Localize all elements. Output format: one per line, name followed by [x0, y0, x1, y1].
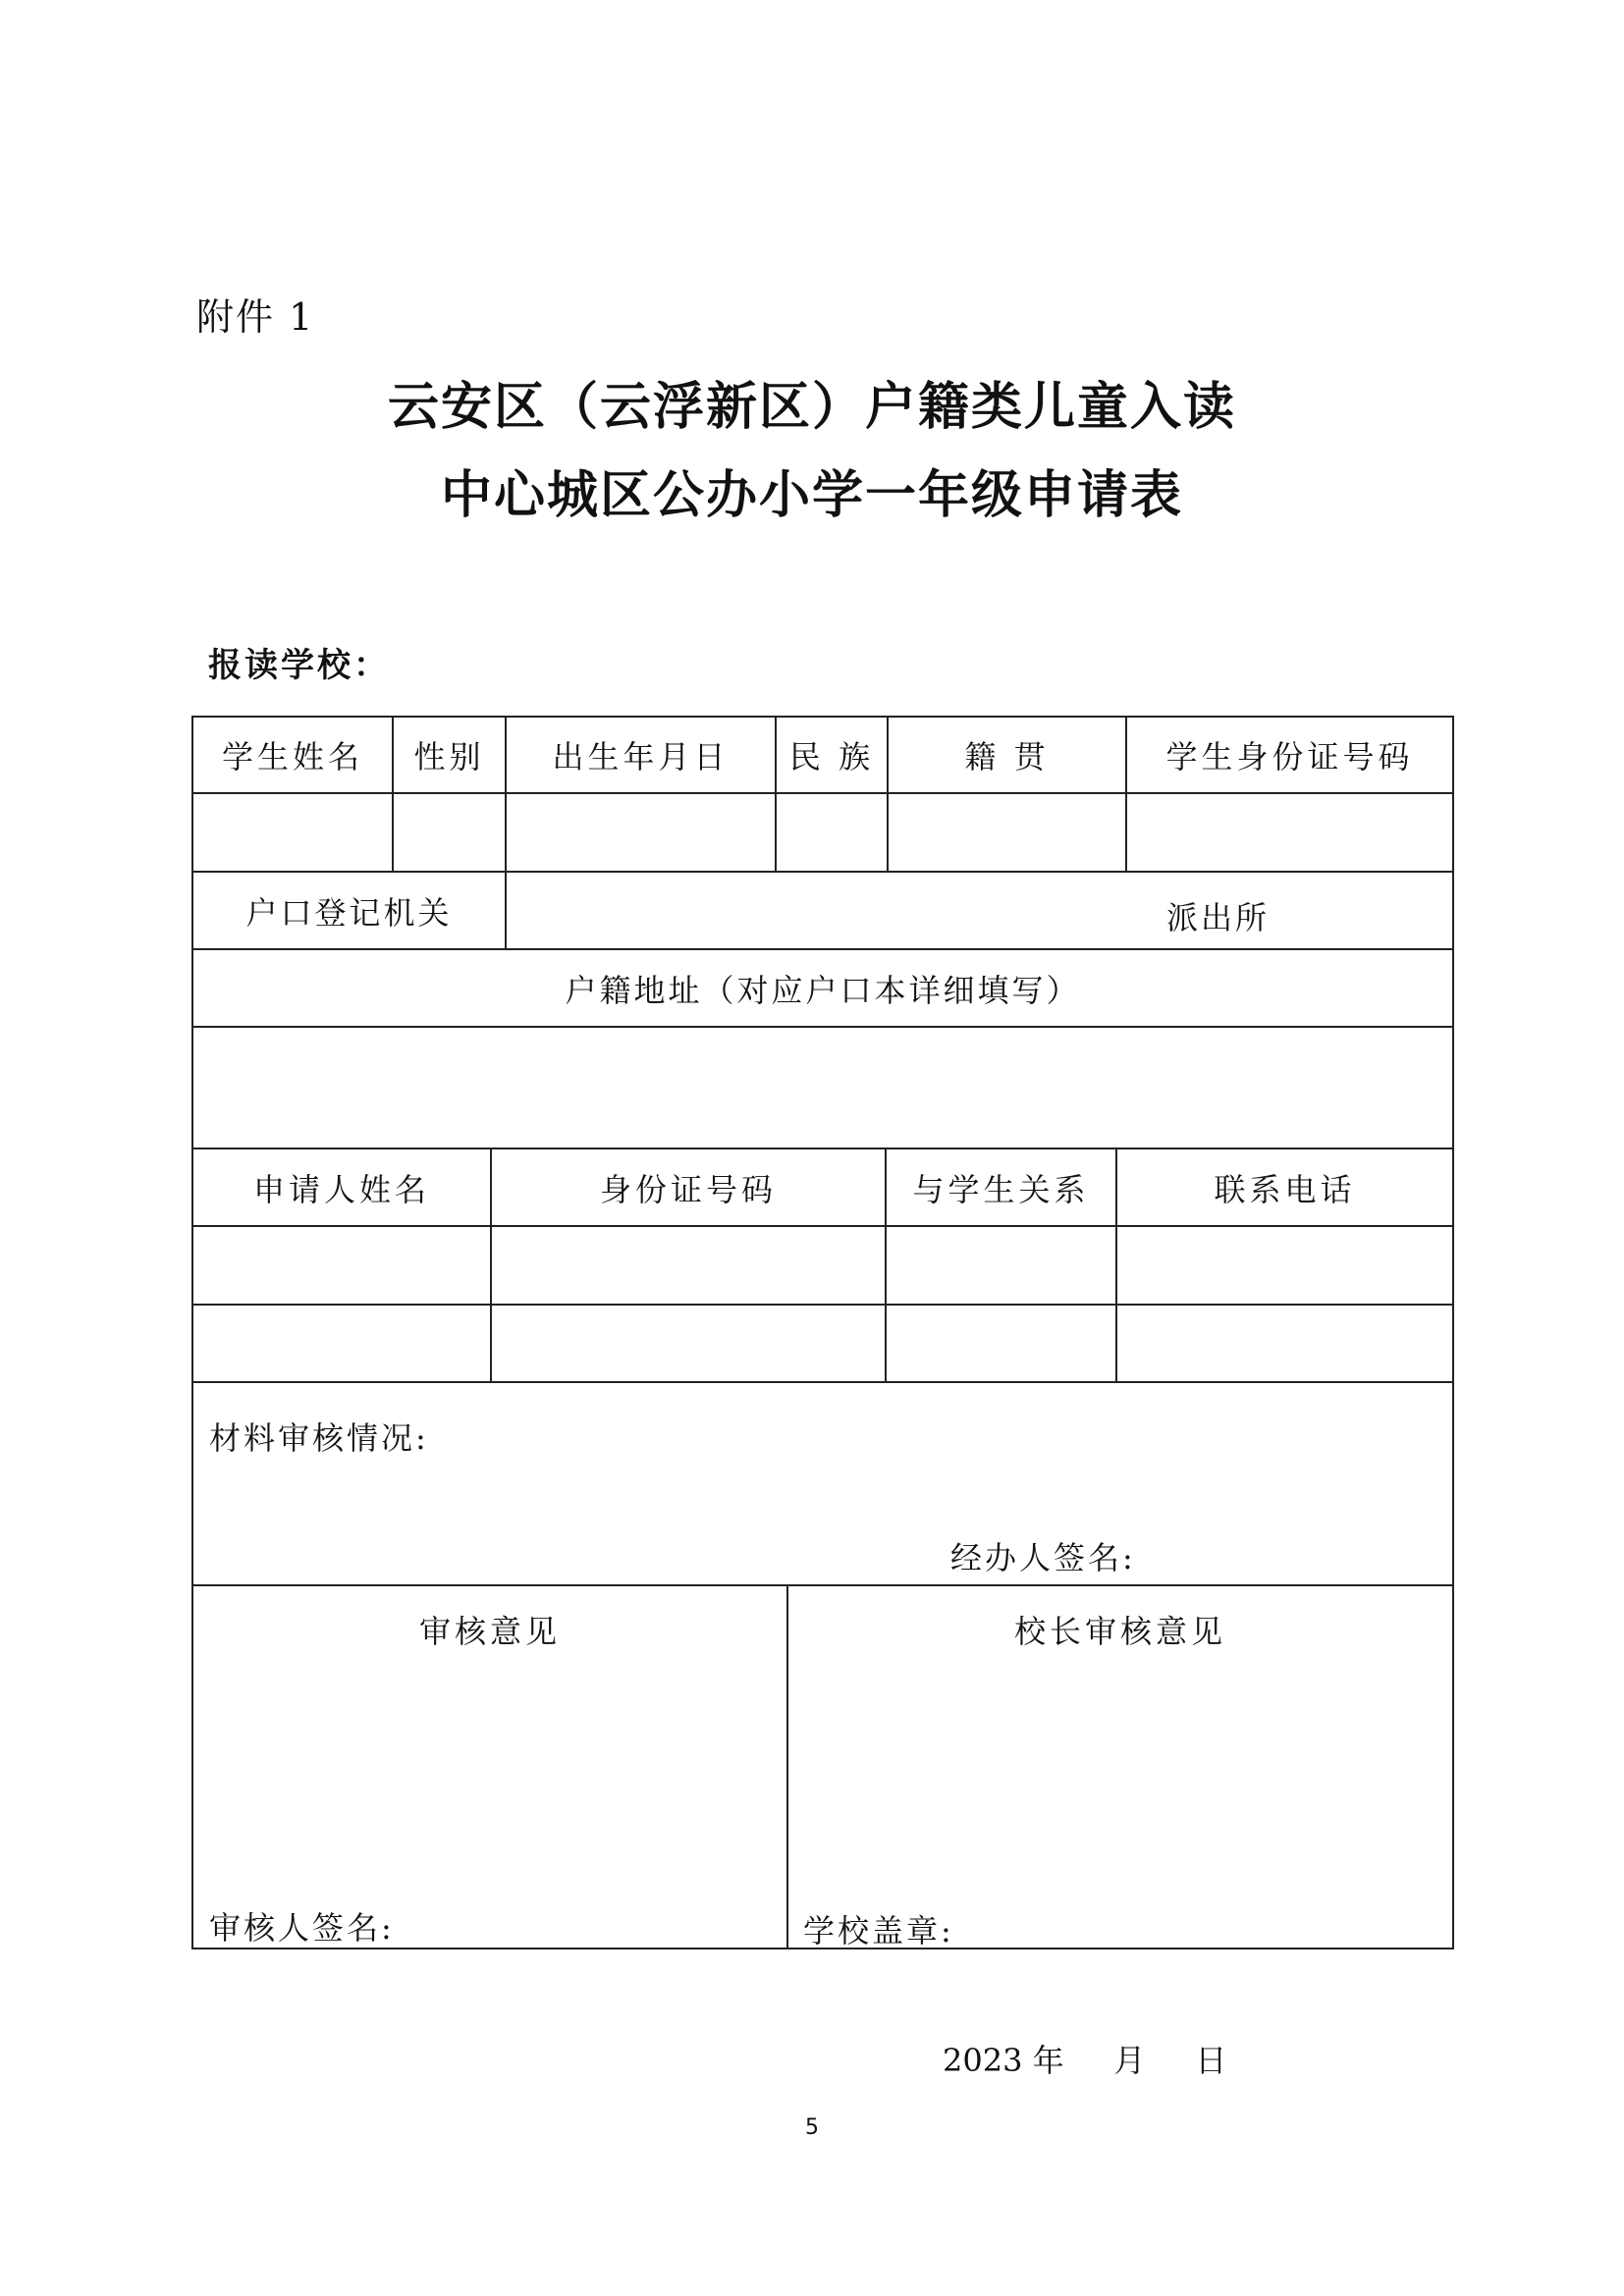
applicant-id-field[interactable]: [492, 1227, 885, 1304]
birth-date-field[interactable]: [507, 794, 775, 871]
native-place-field[interactable]: [889, 794, 1125, 871]
police-station-label: 派出所: [1166, 899, 1271, 936]
household-address-label: 户籍地址（对应户口本详细填写）: [565, 971, 1081, 1009]
relationship-header: 与学生关系: [912, 1170, 1090, 1208]
relationship-field[interactable]: [887, 1306, 1115, 1381]
household-address-field[interactable]: [193, 1028, 1452, 1148]
applicant-name-field[interactable]: [193, 1227, 490, 1304]
ethnicity-field[interactable]: [777, 794, 887, 871]
table-border-right: [1452, 716, 1454, 1949]
page-title-line-1: 云安区（云浮新区）户籍类儿童入读: [387, 378, 1236, 437]
applicant-name-header: 申请人姓名: [252, 1170, 430, 1208]
birth-date-header: 出生年月日: [552, 738, 730, 775]
school-label: 报读学校：: [208, 646, 390, 685]
applicant-name-field[interactable]: [193, 1306, 490, 1381]
student-name-header: 学生姓名: [221, 738, 363, 775]
date-line: 2023 年 月 日: [943, 2042, 1227, 2079]
review-opinion-label: 审核意见: [418, 1613, 561, 1650]
gender-header: 性别: [413, 738, 485, 775]
student-name-field[interactable]: [193, 794, 392, 871]
page-number: 5: [805, 2115, 819, 2140]
attachment-label: 附件 1: [196, 295, 315, 339]
reviewer-signature-label: 审核人签名:: [209, 1909, 395, 1947]
household-authority-field[interactable]: [507, 873, 1452, 948]
table-rule: [191, 1381, 1454, 1383]
handler-signature-label: 经办人签名:: [950, 1539, 1136, 1576]
household-authority-label: 户口登记机关: [245, 893, 453, 932]
principal-opinion-label: 校长审核意见: [1013, 1613, 1226, 1650]
material-review-label: 材料审核情况:: [209, 1419, 429, 1457]
applicant-id-header: 身份证号码: [599, 1170, 777, 1208]
relationship-field[interactable]: [887, 1227, 1115, 1304]
phone-field[interactable]: [1117, 1306, 1452, 1381]
table-rule: [191, 1584, 1454, 1586]
native-place-header: 籍 贯: [964, 738, 1050, 775]
student-id-field[interactable]: [1127, 794, 1452, 871]
gender-field[interactable]: [394, 794, 505, 871]
applicant-id-field[interactable]: [492, 1306, 885, 1381]
phone-header: 联系电话: [1214, 1170, 1356, 1208]
school-seal-label: 学校盖章:: [803, 1912, 954, 1949]
phone-field[interactable]: [1117, 1227, 1452, 1304]
student-id-header: 学生身份证号码: [1165, 738, 1414, 775]
ethnicity-header: 民 族: [788, 738, 875, 775]
page-title-line-2: 中心城区公办小学一年级申请表: [440, 466, 1183, 525]
